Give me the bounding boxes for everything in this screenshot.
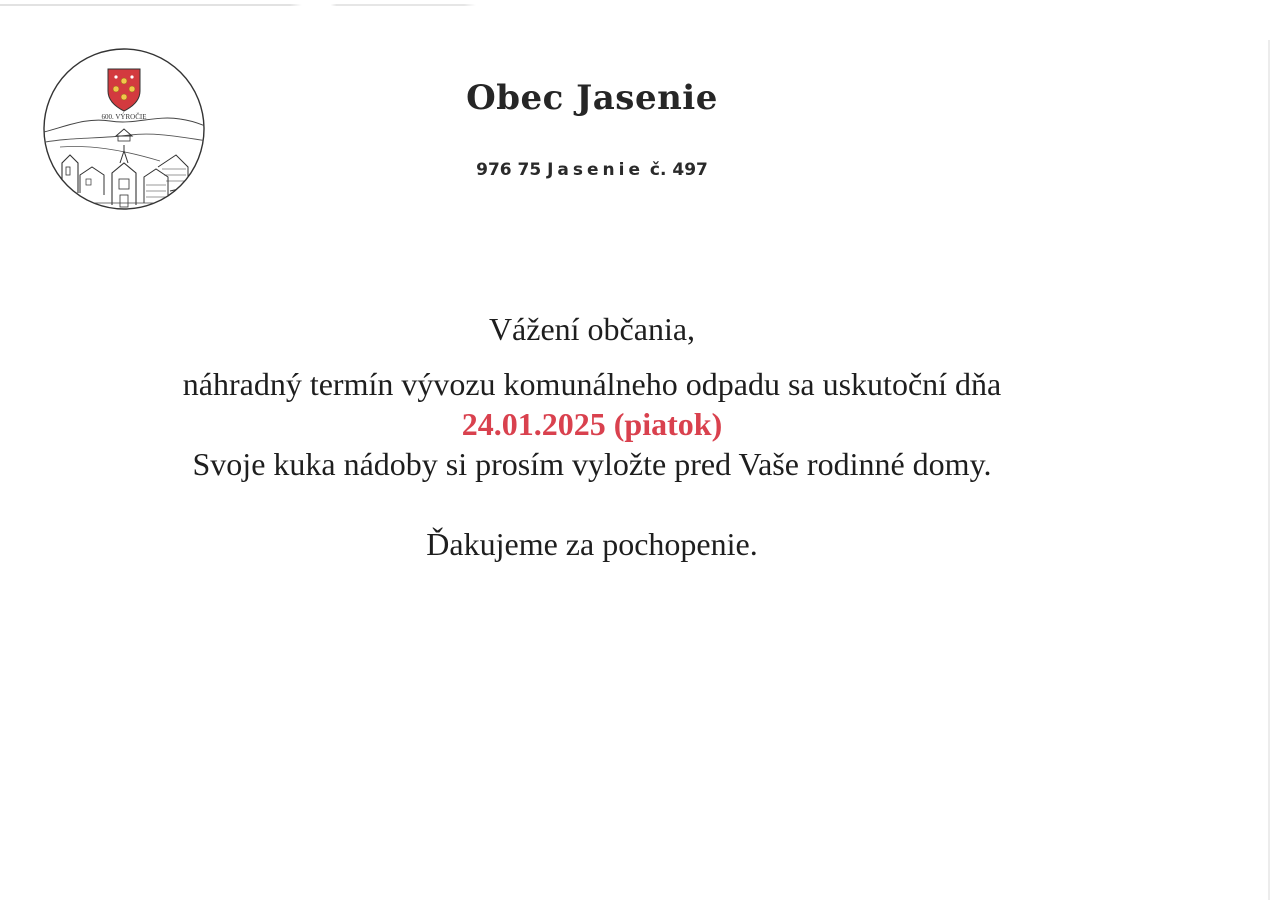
notice-greeting: Vážení občania, bbox=[488, 311, 696, 347]
address-number: č. 497 bbox=[644, 160, 708, 180]
scan-edge-top bbox=[0, 4, 580, 6]
scan-edge-right bbox=[1268, 40, 1270, 900]
municipality-logo bbox=[40, 45, 208, 213]
address-postcode: 976 75 bbox=[476, 160, 548, 180]
notice-thanks: Ďakujeme za pochopenie. bbox=[426, 526, 758, 562]
address bbox=[392, 160, 792, 180]
anniversary-text: 600. VÝROČIE bbox=[101, 113, 147, 121]
notice-line-1: náhradný termín vývozu komunálneho odpadu sa uskutoční dňa bbox=[182, 366, 1002, 402]
address-town: Jasenie bbox=[547, 160, 645, 180]
notice-line-3: Svoje kuka nádoby si prosím vyložte pred Vaše rodinné domy. bbox=[192, 446, 992, 482]
page-title: Obec Jasenie bbox=[466, 78, 718, 118]
notice-date: 24.01.2025 (piatok) bbox=[461, 406, 723, 442]
